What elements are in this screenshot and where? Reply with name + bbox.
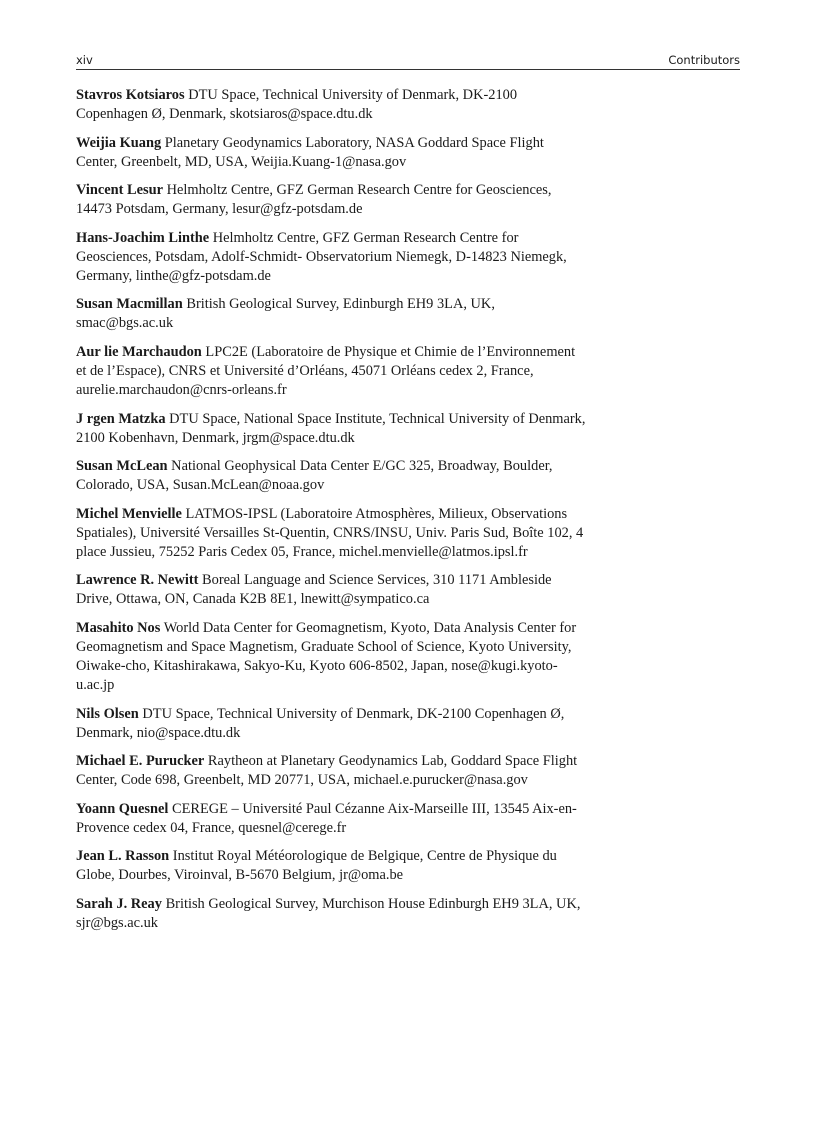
contributor-name: Aur lie Marchaudon [76,343,202,360]
contributor-entry [76,86,586,124]
page-number: xiv [76,53,93,67]
contributor-name: Masahito Nos [76,619,161,636]
contributor-entry [76,134,586,172]
contributor-name: Michael E. Purucker [76,753,205,770]
contributor-entry [76,410,586,448]
section-title: Contributors [668,53,740,67]
contributor-name: Stavros Kotsiaros [76,87,185,103]
contributor-name: Weijia Kuang [76,134,162,151]
contributor-name: Michel Menvielle [76,505,182,522]
running-head [76,52,740,70]
contributor-name: Hans-Joachim Linthe [76,229,210,246]
contributor-entry [76,619,586,695]
contributor-entry [76,229,586,286]
contributor-details: Institut Royal Météorologique de Belgique, Centre de Physique du Globe, Dourbes, Viroinval, B-5670 Belgium, jr@oma.be [76,848,557,884]
contributor-details: LPC2E (Laboratoire de Physique et Chimie de l’Environnement et de l’Espace), CNRS et Université d’Orléans, 45071 Orléans cedex 2, France, aurelie.marchaudon@cnrs-orleans.fr [76,343,576,398]
contributor-name: Susan McLean [76,458,168,475]
contributor-entry [76,505,586,562]
contributor-details: DTU Space, Technical University of Denmark, DK-2100 Copenhagen Ø, Denmark, skotsiaros@space.dtu.dk [76,87,518,122]
contributor-details: National Geophysical Data Center E/GC 325, Broadway, Boulder, Colorado, USA, Susan.McLean@noaa.gov [76,458,553,494]
contributor-name: J rgen Matzka [76,410,166,427]
contributor-list [76,86,586,943]
contributor-name: Yoann Quesnel [76,800,169,817]
contributor-entry [76,571,586,609]
contributor-details: Helmholtz Centre, GFZ German Research Centre for Geosciences, 14473 Potsdam, Germany, lesur@gfz-potsdam.de [76,182,552,218]
contributor-name: Jean L. Rasson [76,848,170,865]
contributor-entry [76,705,586,743]
contributor-details: Planetary Geodynamics Laboratory, NASA Goddard Space Flight Center, Greenbelt, MD, USA, Weijia.Kuang-1@nasa.gov [76,134,544,170]
contributor-name: Sarah J. Reay [76,895,162,912]
contributor-details: Helmholtz Centre, GFZ German Research Centre for Geosciences, Potsdam, Adolf-Schmidt- Observatorium Niemegk, D-14823 Niemegk, Germany, linthe@gfz-potsdam.de [76,229,567,284]
contributor-details: DTU Space, Technical University of Denmark, DK-2100 Copenhagen Ø, Denmark, nio@space.dtu.dk [76,705,565,741]
contributor-details: Boreal Language and Science Services, 310 1171 Ambleside Drive, Ottawa, ON, Canada K2B 8E1, lnewitt@sympatico.ca [76,572,552,608]
contributor-name: Vincent Lesur [76,182,164,199]
contributor-entry [76,847,586,885]
contributor-entry [76,457,586,495]
contributor-details: LATMOS-IPSL (Laboratoire Atmosphères, Milieux, Observations Spatiales), Université Versailles St-Quentin, CNRS/INSU, Univ. Paris Sud, Boîte 102, 4 place Jussieu, 75252 Paris Cedex 05, France, michel.menvielle@latmos.ipsl.fr [76,505,584,560]
contributor-entry [76,343,586,400]
contributor-name: Lawrence R. Newitt [76,572,199,589]
contributor-details: British Geological Survey, Edinburgh EH9 3LA, UK, smac@bgs.ac.uk [76,296,495,332]
contributor-entry [76,800,586,838]
contributor-entry [76,295,586,333]
contributor-details: British Geological Survey, Murchison House Edinburgh EH9 3LA, UK, sjr@bgs.ac.uk [76,895,581,931]
contributor-name: Nils Olsen [76,705,139,722]
contributor-entry [76,895,586,933]
contributor-details: DTU Space, National Space Institute, Technical University of Denmark, 2100 Kobenhavn, Denmark, jrgm@space.dtu.dk [76,410,586,446]
header-rule [76,69,740,70]
contributor-entry [76,752,586,790]
contributor-details: CEREGE – Université Paul Cézanne Aix-Marseille III, 13545 Aix-en-Provence cedex 04, France, quesnel@cerege.fr [76,800,577,836]
contributor-details: Raytheon at Planetary Geodynamics Lab, Goddard Space Flight Center, Code 698, Greenbelt, MD 20771, USA, michael.e.purucker@nasa.gov [76,753,578,789]
contributor-entry [76,181,586,219]
contributor-name: Susan Macmillan [76,296,183,313]
contributor-details: World Data Center for Geomagnetism, Kyoto, Data Analysis Center for Geomagnetism and Space Magnetism, Graduate School of Science, Kyoto University, Oiwake-cho, Kitashirakawa, Sakyo-Ku, Kyoto 606-8502, Japan, nose@kugi.kyoto-u.ac.jp [76,619,577,693]
